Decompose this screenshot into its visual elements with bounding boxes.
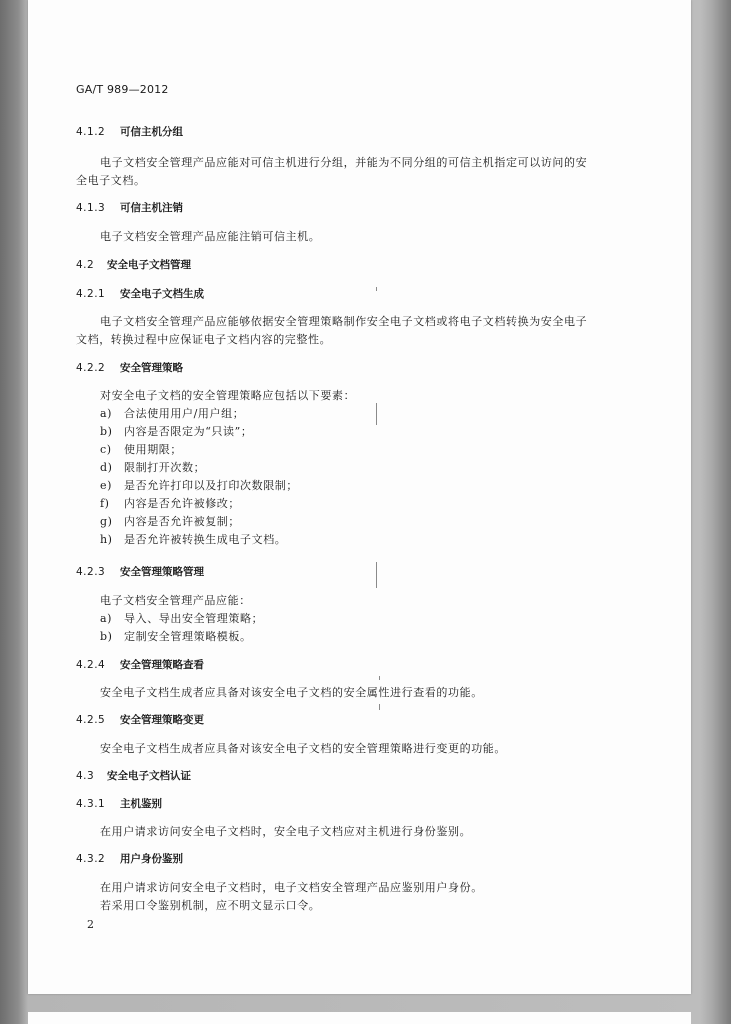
list-item — [100, 630, 252, 644]
section-heading — [76, 769, 191, 783]
paragraph-line: 安全电子文档生成者应具备对该安全电子文档的安全属性进行查看的功能。 — [100, 686, 483, 699]
section-title: 安全电子文档认证 — [107, 770, 191, 782]
list-item — [100, 425, 252, 439]
list-label: c) — [100, 443, 112, 456]
paragraph-line: 若采用口令鉴别机制，应不明文显示口令。 — [100, 899, 321, 912]
paragraph-line: 全电子文档。 — [76, 174, 146, 187]
list-text: 导入、导出安全管理策略； — [124, 612, 264, 625]
scan-mark — [379, 676, 380, 680]
list-text: 内容是否允许被修改； — [124, 497, 240, 510]
list-text: 合法使用用户/用户组； — [124, 407, 245, 420]
list-item — [100, 479, 298, 493]
list-item — [100, 612, 263, 626]
list-text: 是否允许打印以及打印次数限制； — [124, 479, 298, 492]
section-heading — [76, 287, 204, 301]
paragraph-line: 电子文档安全管理产品应能对可信主机进行分组，并能为不同分组的可信主机指定可以访问的安 — [100, 156, 588, 169]
scan-mark — [376, 562, 377, 588]
section-heading — [76, 565, 204, 579]
section-title: 安全管理策略 — [120, 362, 183, 374]
paragraph-line: 对安全电子文档的安全管理策略应包括以下要素： — [100, 389, 356, 402]
section-number: 4.3.2 — [76, 853, 106, 865]
section-number: 4.2.2 — [76, 362, 106, 374]
section-heading — [76, 258, 191, 272]
section-title: 用户身份鉴别 — [120, 853, 183, 865]
paragraph-line: 电子文档安全管理产品应能： — [100, 594, 251, 607]
list-item — [100, 533, 286, 547]
list-text: 限制打开次数； — [124, 461, 206, 474]
section-number: 4.1.3 — [76, 202, 106, 214]
section-number: 4.2.4 — [76, 659, 106, 671]
list-item — [100, 443, 182, 457]
list-label: e) — [100, 479, 113, 492]
section-number: 4.2.5 — [76, 714, 106, 726]
section-title: 安全管理策略管理 — [120, 566, 204, 578]
list-text: 定制安全管理策略模板。 — [124, 630, 252, 643]
paragraph-line: 文档，转换过程中应保证电子文档内容的完整性。 — [76, 333, 332, 346]
section-heading — [76, 201, 183, 215]
scan-mark — [376, 287, 377, 291]
section-heading — [76, 713, 204, 727]
standard-header: GA/T 989—2012 — [76, 83, 169, 96]
list-label: d) — [100, 461, 113, 474]
section-heading — [76, 658, 204, 672]
scan-mark — [379, 704, 380, 710]
scan-mark — [376, 403, 377, 425]
paragraph-line: 安全电子文档生成者应具备对该安全电子文档的安全管理策略进行变更的功能。 — [100, 742, 506, 755]
list-label: f) — [100, 497, 110, 510]
list-label: b) — [100, 425, 113, 438]
section-title: 安全管理策略查看 — [120, 659, 204, 671]
section-heading — [76, 797, 162, 811]
list-item — [100, 461, 205, 475]
list-text: 使用期限； — [124, 443, 182, 456]
section-title: 安全管理策略变更 — [120, 714, 204, 726]
section-title: 安全电子文档管理 — [107, 259, 191, 271]
next-page-edge — [28, 1012, 691, 1024]
section-number: 4.2.1 — [76, 288, 106, 300]
list-item — [100, 407, 244, 421]
page-number: 2 — [87, 918, 94, 931]
list-label: h) — [100, 533, 113, 546]
list-text: 是否允许被转换生成电子文档。 — [124, 533, 287, 546]
list-text: 内容是否限定为“只读”； — [124, 425, 253, 438]
section-title: 可信主机分组 — [120, 126, 183, 138]
section-heading — [76, 852, 183, 866]
list-label: a) — [100, 407, 113, 420]
paragraph-line: 电子文档安全管理产品应能注销可信主机。 — [100, 230, 321, 243]
section-number: 4.1.2 — [76, 126, 106, 138]
section-number: 4.3 — [76, 770, 95, 782]
section-number: 4.2 — [76, 259, 95, 271]
paragraph-line: 电子文档安全管理产品应能够依据安全管理策略制作安全电子文档或将电子文档转换为安全电子 — [100, 315, 588, 328]
section-title: 安全电子文档生成 — [120, 288, 204, 300]
section-number: 4.2.3 — [76, 566, 106, 578]
list-label: b) — [100, 630, 113, 643]
list-item — [100, 497, 240, 511]
section-heading — [76, 125, 183, 139]
list-item — [100, 515, 240, 529]
list-label: g) — [100, 515, 113, 528]
list-text: 内容是否允许被复制； — [124, 515, 240, 528]
section-heading — [76, 361, 183, 375]
section-title: 主机鉴别 — [120, 798, 162, 810]
section-title: 可信主机注销 — [120, 202, 183, 214]
paragraph-line: 在用户请求访问安全电子文档时，安全电子文档应对主机进行身份鉴别。 — [100, 825, 472, 838]
section-number: 4.3.1 — [76, 798, 106, 810]
paragraph-line: 在用户请求访问安全电子文档时，电子文档安全管理产品应鉴别用户身份。 — [100, 881, 483, 894]
list-label: a) — [100, 612, 113, 625]
